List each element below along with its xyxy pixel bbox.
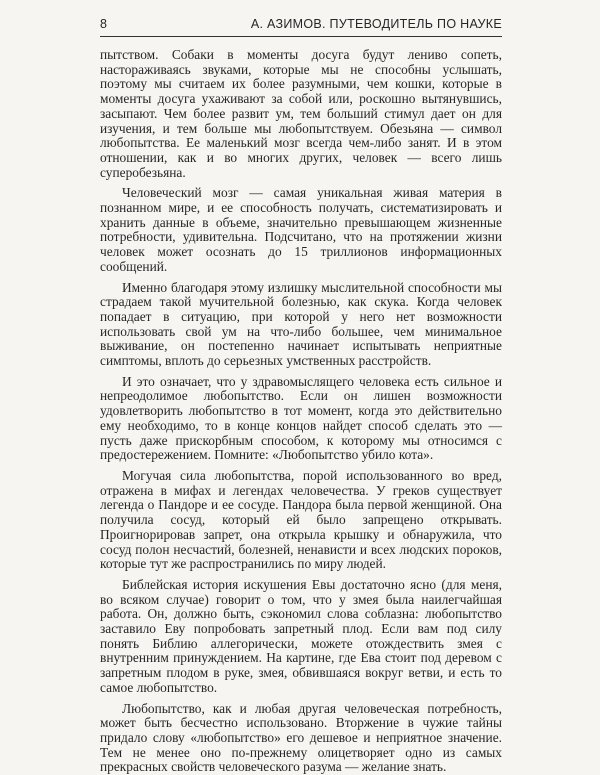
- paragraph: Человеческий мозг — самая уникальная живая материя в познанном мире, и ее способность получать, систематизировать и хранить данные в объеме, значительно превышающем жизненные потребности, удивительна. Подсчитано, что на протяжении жизни человек может осознать до 15 триллионов информационных сообщений.: [100, 185, 502, 274]
- paragraph: Библейская история искушения Евы достаточно ясно (для меня, во всяком случае) говорит о том, что у змея была наилегчайшая работа. Он, должно быть, сэкономил слова соблазна: любопытство заставило Еву попробовать запретный плод. Если вам под силу понять Библию аллегорически, можете отождествить змея с внутренним принуждением. На картине, где Ева стоит под деревом с запретным плодом в руке, змея, обвившаяся вокруг ветви, и есть то самое любопытство.: [100, 576, 502, 695]
- paragraph: Могучая сила любопытства, порой использованного во вред, отражена в мифах и легендах человечества. У греков существует легенда о Пандоре и ее сосуде. Пандора была первой женщиной. Она получила сосуд, который ей было запрещено открывать. Проигнорировав запрет, она открыла крышку и обнаружила, что сосуд полон несчастий, болезней, ненависти и всех людских пороков, которые тут же распространились по миру людей.: [100, 467, 502, 572]
- page-number: 8: [100, 17, 108, 31]
- paragraph: пытством. Собаки в моменты досуга будут лениво сопеть, настораживаясь звуками, которые мы не способны услышать, поэтому мы считаем их более разумными, чем кошки, которые в моменты досуга ухаживают за собой или, роскошно вытянувшись, засыпают. Чем более развит ум, тем больший стимул дает он для изучения, и тем больше мы любопытствуем. Обезьяна — символ любопытства. Ее маленький мозг всегда чем-либо занят. И в этом отношении, как и во многих других, человек — всего лишь суперобезьяна.: [100, 47, 502, 180]
- running-title: А. АЗИМОВ. ПУТЕВОДИТЕЛЬ ПО НАУКЕ: [250, 17, 502, 31]
- paragraph: И это означает, что у здравомыслящего человека есть сильное и непреодолимое любопытство. Если он лишен возможности удовлетворить любопытство в тот момент, когда это действительно ему необходимо, то в конце концов найдет способ сделать это — пусть даже прискорбным способом, к которому мы относимся с предостережением. Помните: «Любопытство убило кота».: [100, 373, 502, 463]
- paragraph: Любопытство, как и любая другая человеческая потребность, может быть бесчестно использовано. Вторжение в чужие тайны придало слову «любопытство» его дешевое и неприятное значение. Тем не менее оно по-прежнему олицетворяет одно из самых прекрасных свойств человеческого разума — желание знать.: [100, 700, 502, 775]
- running-header: [100, 14, 502, 37]
- body-text: [100, 48, 502, 775]
- paragraph: Именно благодаря этому излишку мыслительной способности мы страдаем такой мучительной болезнью, как скука. Когда человек попадает в ситуацию, при которой у него нет возможности использовать свой ум на что-либо большее, чем минимальное выживание, он постепенно начинает испытывать неприятные симптомы, вплоть до серьезных умственных расстройств.: [100, 279, 502, 369]
